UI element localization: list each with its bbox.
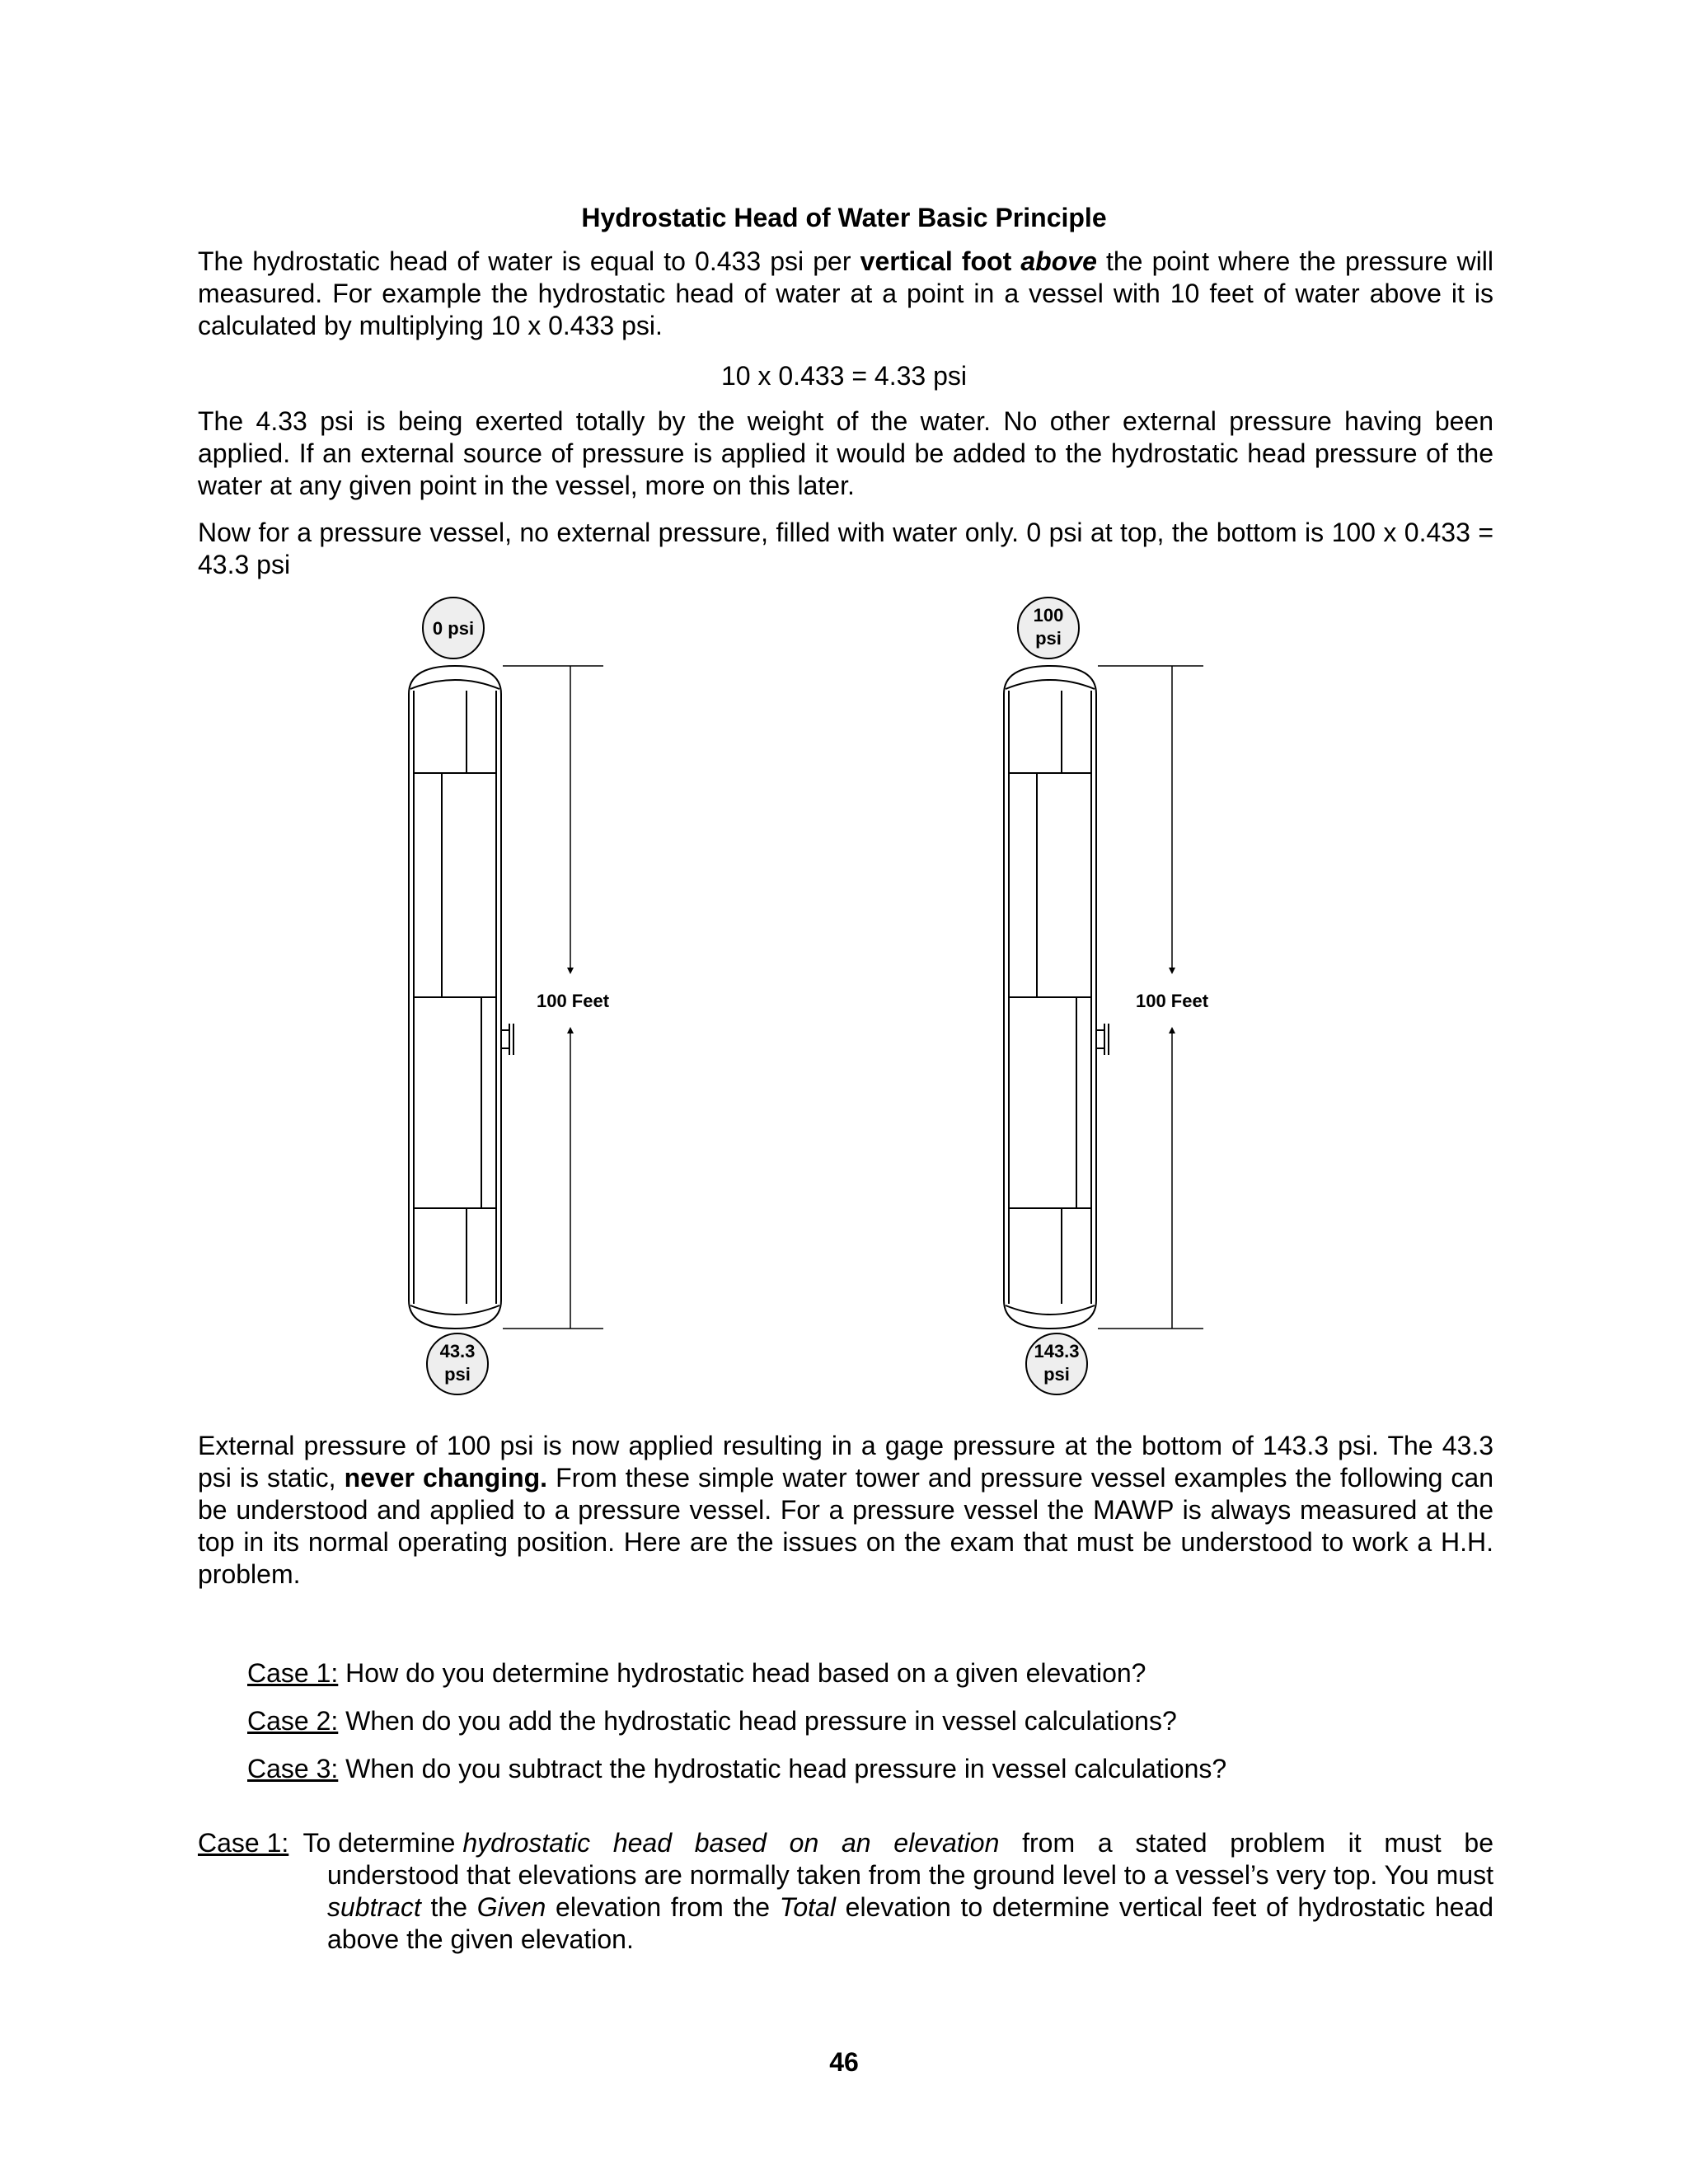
case-3-question (247, 1752, 1226, 1785)
left-height-label: 100 Feet (536, 991, 610, 1011)
right-bottom-pressure-bubble (1026, 1333, 1087, 1394)
left-top-pressure-bubble (423, 598, 484, 658)
case-2-text: When do you add the hydrostatic head pressure in vessel calculations? (338, 1706, 1177, 1736)
case-1-detail-continuation: understood that elevations are normally taken from the ground level to a vessel’s very top. You must subtract the Given elevation from the Total elevation to determine vertical feet of hydrostatic head above the given elevation. (327, 1860, 1494, 1954)
example-equation: 10 x 0.433 = 4.33 psi (721, 361, 967, 391)
right-bottom-pressure-unit: psi (1043, 1364, 1070, 1385)
weight-paragraph: The 4.33 psi is being exerted totally by the weight of the water. No other external pressure having been applied. If an external source of pressure is applied it would be added to the hydrostatic head pressure of the water at any given point in the vessel, more on this later. (198, 406, 1493, 500)
case-1-detail-lead: To determine (288, 1828, 463, 1858)
case-1-detail (198, 1827, 1493, 1956)
case-3-label: Case 3: (247, 1754, 339, 1783)
right-height-label: 100 Feet (1135, 991, 1209, 1011)
left-top-pressure-label: 0 psi (432, 618, 475, 639)
left-vessel (409, 666, 513, 1329)
case-1-question (247, 1657, 1146, 1690)
left-bottom-pressure-value: 43.3 (439, 1341, 476, 1361)
right-top-pressure-value: 100 (1033, 605, 1064, 626)
right-bottom-pressure-value: 143.3 (1034, 1341, 1080, 1361)
page-number: 46 (829, 2047, 859, 2077)
case-1-detail-first-line-end: from a stated problem it must be (999, 1828, 1493, 1858)
right-top-pressure-bubble (1018, 598, 1079, 658)
case-1-detail-italic-subtract: subtract (327, 1892, 421, 1922)
case-1-label: Case 1: (247, 1658, 339, 1688)
case-3-text: When do you subtract the hydrostatic head pressure in vessel calculations? (338, 1754, 1227, 1783)
case-1-detail-from-the: elevation from the (546, 1892, 780, 1922)
external-pressure-paragraph (198, 1430, 1493, 1591)
case-1-detail-end: elevation to determine vertical feet of hydrostatic head above the given elevation. (327, 1892, 1494, 1954)
external-text-1: External pressure of 100 psi is now applied resulting in a gage pressure at the bottom of 143.3 psi. The 43.3 psi is static, (198, 1431, 1493, 1493)
vessel-paragraph: Now for a pressure vessel, no external pressure, filled with water only. 0 psi at top, the bottom is 100 x 0.433 = 43.3 psi (198, 518, 1493, 579)
external-bold-never-changing: never changing. (344, 1463, 548, 1493)
case-2-label: Case 2: (247, 1706, 339, 1736)
case-1-detail-first-line (462, 1827, 1493, 1859)
intro-text-2: the point where the pressure will measured. For example the hydrostatic head of water at a point in a vessel with 10 feet of water above it is calculated by multiplying 10 x 0.433 psi. (198, 246, 1494, 340)
case-1-detail-the: the (420, 1892, 477, 1922)
case-2-question (247, 1704, 1177, 1737)
right-top-pressure-unit: psi (1035, 628, 1062, 649)
intro-bold-italic-above: above (1020, 246, 1097, 276)
case-1-detail-italic-phrase: hydrostatic head based on an elevation (462, 1828, 1000, 1858)
left-bottom-pressure-bubble (427, 1333, 488, 1394)
left-bottom-pressure-unit: psi (444, 1364, 471, 1385)
page-title: Hydrostatic Head of Water Basic Principle (581, 203, 1107, 232)
case-1-detail-italic-total: Total (779, 1892, 836, 1922)
intro-text-1: The hydrostatic head of water is equal to 0.433 psi per (198, 246, 860, 276)
case-1-detail-italic-given: Given (476, 1892, 546, 1922)
right-vessel (1004, 666, 1109, 1329)
intro-bold-vertical-foot: vertical foot (860, 246, 1012, 276)
external-text-2: From these simple water tower and pressure vessel examples the following can be understood and applied to a pressure vessel. For a pressure vessel the MAWP is always measured at the top in its normal operating position. Here are the issues on the exam that must be understood to work a H.H. problem. (198, 1463, 1494, 1589)
case-1-detail-label: Case 1: (198, 1828, 289, 1858)
case-1-text: How do you determine hydrostatic head based on a given elevation? (338, 1658, 1146, 1688)
